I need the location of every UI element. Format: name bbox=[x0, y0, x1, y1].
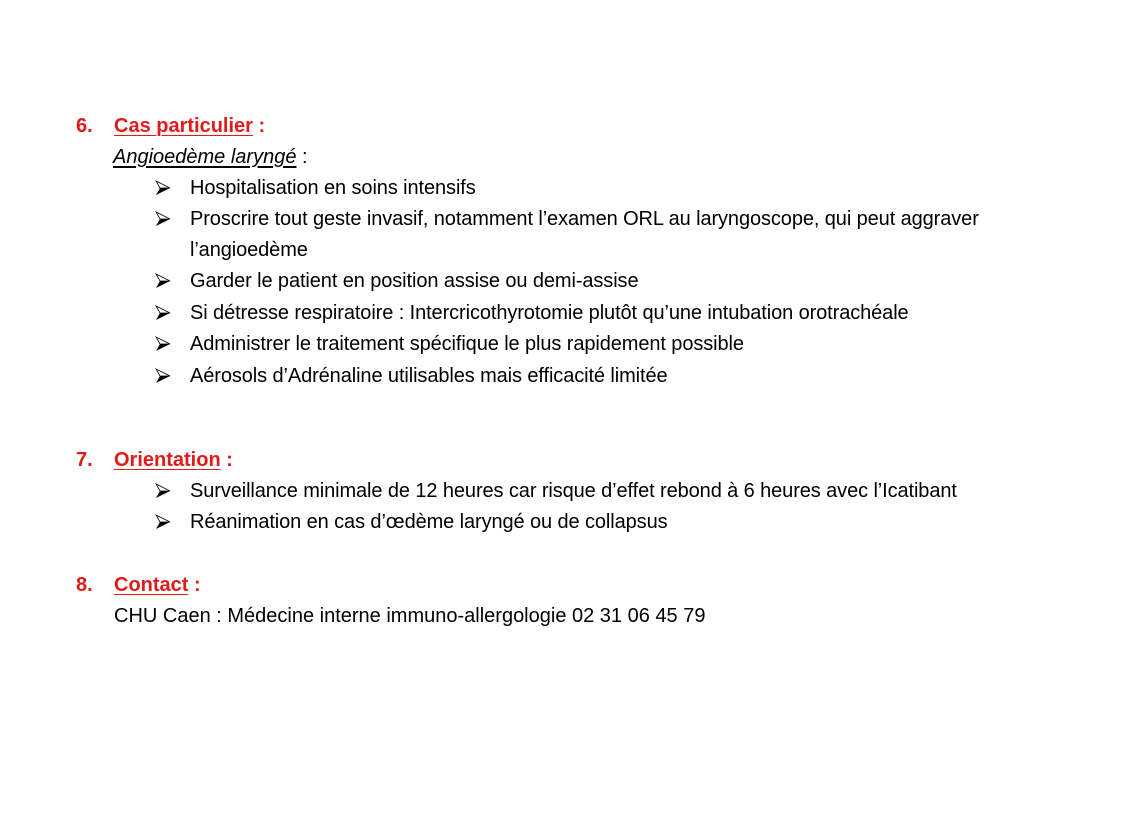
arrowhead-bullet-icon bbox=[155, 211, 171, 227]
arrowhead-bullet-icon bbox=[155, 305, 171, 321]
section-7-heading bbox=[114, 448, 233, 472]
contact-text: CHU Caen : Médecine interne immuno-allergologie 02 31 06 45 79 bbox=[114, 605, 706, 627]
subtitle-colon: : bbox=[296, 146, 308, 168]
section-7-title: Orientation bbox=[114, 449, 221, 471]
list-item: Réanimation en cas d’œdème laryngé ou de collapsus bbox=[190, 511, 668, 533]
section-6-number: 6. bbox=[76, 115, 93, 137]
list-item: Garder le patient en position assise ou demi-assise bbox=[190, 270, 639, 292]
arrowhead-bullet-icon bbox=[155, 514, 171, 530]
section-6-colon: : bbox=[252, 115, 266, 137]
arrowhead-bullet-icon bbox=[155, 180, 171, 196]
list-item: Administrer le traitement spécifique le plus rapidement possible bbox=[190, 333, 744, 355]
list-item: Aérosols d’Adrénaline utilisables mais efficacité limitée bbox=[190, 365, 668, 387]
section-6-title: Cas particulier bbox=[114, 115, 253, 137]
list-item: Proscrire tout geste invasif, notamment l’examen ORL au laryngoscope, qui peut aggraver bbox=[190, 208, 979, 230]
list-item: Surveillance minimale de 12 heures car risque d’effet rebond à 6 heures avec l’Icatibant bbox=[190, 480, 957, 502]
list-item: Si détresse respiratoire : Intercricothyrotomie plutôt qu’une intubation orotrachéale bbox=[190, 302, 909, 324]
section-6-heading bbox=[114, 114, 265, 138]
subtitle-text: Angioedème laryngé bbox=[113, 146, 297, 168]
arrowhead-bullet-icon bbox=[155, 483, 171, 499]
arrowhead-bullet-icon bbox=[155, 368, 171, 384]
section-8-number: 8. bbox=[76, 574, 93, 596]
list-item: Hospitalisation en soins intensifs bbox=[190, 177, 476, 199]
section-7-number: 7. bbox=[76, 449, 93, 471]
arrowhead-bullet-icon bbox=[155, 273, 171, 289]
section-6-subtitle bbox=[113, 145, 308, 169]
arrowhead-bullet-icon bbox=[155, 336, 171, 352]
list-item-continuation: l’angioedème bbox=[190, 239, 308, 261]
section-8-colon: : bbox=[188, 574, 201, 596]
section-7-colon: : bbox=[220, 449, 233, 471]
section-8-title: Contact bbox=[114, 574, 189, 596]
section-8-heading bbox=[114, 573, 201, 597]
